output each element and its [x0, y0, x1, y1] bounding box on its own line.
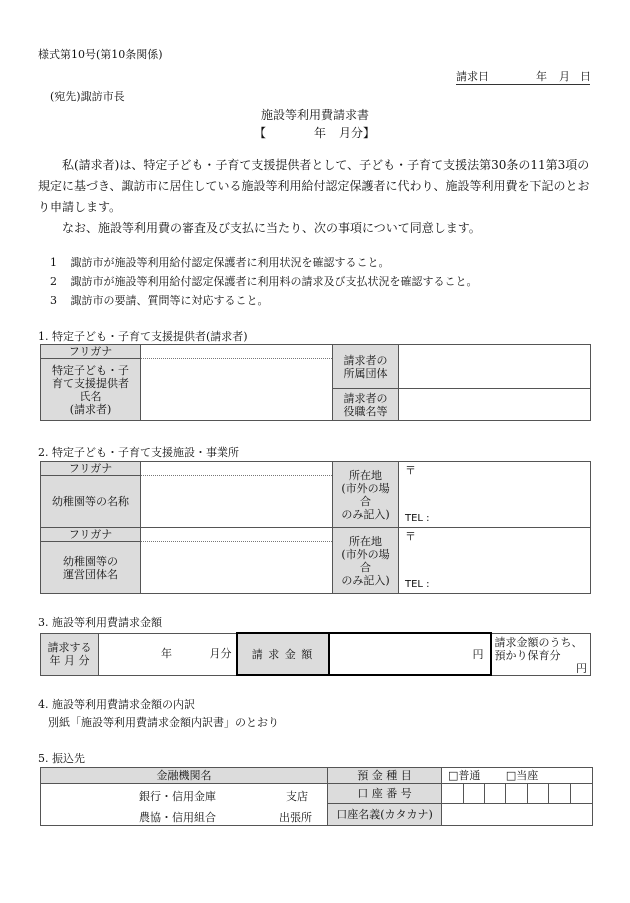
- applicant-name-input[interactable]: [141, 359, 333, 421]
- facility-name-label: 幼稚園等の名称: [41, 476, 141, 528]
- period-month: 月分】: [339, 126, 376, 140]
- agreement-item: [50, 294, 269, 308]
- branch-label: 支店: [286, 790, 308, 803]
- section1-heading: 1. 特定子ども・子育て支援提供者(請求者): [38, 330, 248, 343]
- applicant-furigana-input[interactable]: [141, 345, 333, 359]
- agri-label: 農協・信用組合: [139, 811, 216, 824]
- applicant-role-label: 請求者の 役職名等: [333, 389, 399, 421]
- section2-heading: 2. 特定子ども・子育て支援施設・事業所: [38, 446, 239, 459]
- request-date-line: [456, 70, 590, 85]
- operator-name-label: 幼稚園等の 運営団体名: [41, 542, 141, 594]
- section4-text: 別紙「施設等利用費請求金額内訳書」のとおり: [48, 716, 279, 729]
- account-number-label: 口 座 番 号: [328, 784, 442, 804]
- amount-label: 請 求 金 額: [237, 633, 329, 675]
- operator-address-input[interactable]: [399, 528, 591, 594]
- postal-mark: 〒: [405, 530, 416, 543]
- request-date-year: 年: [536, 70, 547, 83]
- period-open: 【: [254, 126, 267, 140]
- bank-label: 銀行・信用金庫: [139, 790, 216, 803]
- account-digit[interactable]: [485, 784, 506, 804]
- billing-year: 年: [161, 646, 172, 660]
- section3-heading: 3. 施設等利用費請求金額: [38, 616, 162, 629]
- facility-address-input[interactable]: [399, 462, 591, 528]
- account-digit[interactable]: [549, 784, 571, 804]
- deposit-type-options: [442, 768, 593, 784]
- request-date-day: 日: [580, 70, 591, 83]
- applicant-table: [40, 344, 591, 421]
- account-digit[interactable]: [506, 784, 528, 804]
- request-date-month: 月: [559, 70, 570, 83]
- agreement-text: 諏訪市が施設等利用給付認定保護者に利用状況を確認すること。: [70, 256, 390, 269]
- section4-heading: 4. 施設等利用費請求金額の内訳: [38, 698, 195, 711]
- account-digit[interactable]: [571, 784, 593, 804]
- page-title: 施設等利用費請求書: [260, 108, 369, 122]
- agency-label: 出張所: [279, 811, 312, 824]
- account-name-label: 口座名義(カタカナ): [328, 804, 442, 826]
- operator-furigana-label: フリガナ: [41, 528, 141, 542]
- billing-month: 月分: [209, 646, 232, 660]
- facility-table: [40, 461, 591, 594]
- agreement-number: 1: [50, 256, 57, 269]
- amount-table: [40, 632, 591, 676]
- facility-address-label: 所在地 (市外の場合 のみ記入): [333, 462, 399, 528]
- agreement-number: 2: [50, 275, 57, 288]
- agreement-text: 諏訪市が施設等利用給付認定保護者に利用料の請求及び支払状況を確認すること。: [70, 275, 478, 288]
- body-paragraph-1: 私(請求者)は、特定子ども・子育て支援提供者として、子ども・子育て支援法第30条の11第3項の規定に基づき、諏訪市に居住している施設等利用給付認定保護者に代わり、施設等利用費を下記のとおり申請します。: [38, 158, 590, 214]
- agreement-text: 諏訪市の要請、質問等に対応すること。: [70, 294, 269, 307]
- account-digit[interactable]: [528, 784, 549, 804]
- withheld-yen: 円: [576, 661, 587, 675]
- amount-input[interactable]: [329, 633, 491, 675]
- agreement-number: 3: [50, 294, 57, 307]
- request-date-label: 請求日: [456, 70, 489, 83]
- ordinary-checkbox[interactable]: □普通: [448, 769, 481, 782]
- body-paragraph-2: なお、施設等利用費の審査及び支払に当たり、次の事項について同意します。: [62, 221, 481, 235]
- withheld-label: 請求金額のうち、: [494, 635, 583, 649]
- billing-month-label: 請求する 年 月 分: [41, 633, 99, 675]
- account-digit[interactable]: [442, 784, 464, 804]
- institution-label: 金融機関名: [41, 768, 328, 784]
- facility-furigana-label: フリガナ: [41, 462, 141, 476]
- operator-furigana-input[interactable]: [141, 528, 333, 542]
- facility-furigana-input[interactable]: [141, 462, 333, 476]
- request-period: [254, 126, 384, 141]
- billing-month-input[interactable]: [99, 633, 237, 675]
- deposit-type-label: 預 金 種 目: [328, 768, 442, 784]
- furigana-label: フリガナ: [41, 345, 141, 359]
- agreement-item: [50, 256, 390, 270]
- facility-name-input[interactable]: [141, 476, 333, 528]
- operator-tel: TEL :: [405, 579, 430, 590]
- section5-heading: 5. 振込先: [38, 752, 85, 765]
- current-checkbox[interactable]: □当座: [505, 769, 539, 782]
- applicant-name-label: 特定子ども・子 育て支援提供者 氏名 (請求者): [41, 359, 141, 421]
- operator-name-input[interactable]: [141, 542, 333, 594]
- agreement-item: [50, 275, 478, 289]
- bank-table: [40, 767, 593, 826]
- applicant-role-input[interactable]: [399, 389, 591, 421]
- postal-mark: 〒: [405, 464, 416, 477]
- applicant-org-label: 請求者の 所属団体: [333, 345, 399, 389]
- withheld-amount-input[interactable]: [491, 633, 591, 675]
- amount-yen: 円: [472, 647, 484, 661]
- withheld-label: 預かり保育分: [494, 648, 561, 662]
- institution-input[interactable]: [41, 784, 328, 826]
- applicant-org-input[interactable]: [399, 345, 591, 389]
- account-name-input[interactable]: [442, 804, 593, 826]
- addressee: (宛先)諏訪市長: [50, 90, 125, 103]
- facility-tel: TEL :: [405, 513, 430, 524]
- period-year: 年: [314, 126, 327, 140]
- form-number: 様式第10号(第10条関係): [38, 48, 163, 61]
- operator-address-label: 所在地 (市外の場合 のみ記入): [333, 528, 399, 594]
- account-digit[interactable]: [464, 784, 485, 804]
